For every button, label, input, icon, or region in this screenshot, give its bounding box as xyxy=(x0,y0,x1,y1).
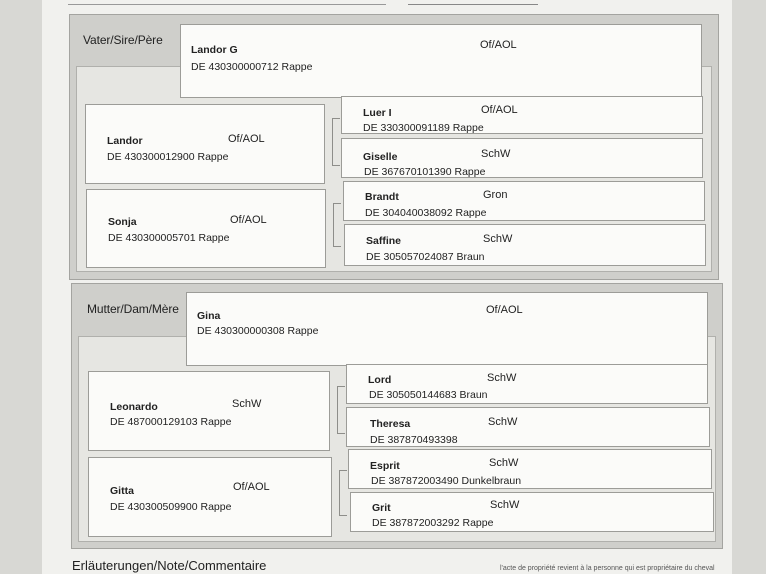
sire-ggs1-name: Luer I xyxy=(363,107,392,119)
sire-ggd1-name: Giselle xyxy=(363,151,398,163)
sire-ggd2-name: Saffine xyxy=(366,235,402,247)
sire-ggs2-name: Brandt xyxy=(365,191,399,203)
dam-granddam-studbook: Of/AOL xyxy=(233,481,270,493)
top-right-rule xyxy=(408,0,538,5)
sire-granddam-name: Sonja xyxy=(108,216,137,228)
dam-ggd1-studbook: SchW xyxy=(488,416,518,428)
connector xyxy=(333,203,334,247)
dam-ggd2-studbook: SchW xyxy=(490,499,520,511)
dam-ggd2-reg: DE 387872003292 Rappe xyxy=(372,517,494,529)
dam-grandsire-name: Leonardo xyxy=(110,401,158,413)
sire-studbook: Of/AOL xyxy=(480,39,517,51)
sire-grandsire-reg: DE 430300012900 Rappe xyxy=(107,151,229,163)
sire-ggd1-reg: DE 367670101390 Rappe xyxy=(364,166,486,178)
dam-ggs1-reg: DE 305050144683 Braun xyxy=(369,389,488,401)
connector xyxy=(339,470,340,516)
sire-ggd1-studbook: SchW xyxy=(481,148,511,160)
dam-section-heading: Mutter/Dam/Mère xyxy=(87,302,179,316)
sire-name: Landor G xyxy=(191,44,238,56)
dam-grandsire-reg: DE 487000129103 Rappe xyxy=(110,416,232,428)
dam-grandsire-studbook: SchW xyxy=(232,398,262,410)
dam-ggs2-name: Esprit xyxy=(370,460,400,472)
connector xyxy=(333,246,341,247)
sire-ggs2-studbook: Gron xyxy=(483,189,508,201)
top-rule xyxy=(68,4,386,5)
connector xyxy=(337,433,345,434)
sire-granddam-reg: DE 430300005701 Rappe xyxy=(108,232,230,244)
sire-ggd2-reg: DE 305057024087 Braun xyxy=(366,251,485,263)
dam-ggs1-studbook: SchW xyxy=(487,372,517,384)
connector xyxy=(337,386,338,434)
connector xyxy=(337,386,345,387)
sire-section-heading: Vater/Sire/Père xyxy=(83,33,163,47)
sire-ggd2-studbook: SchW xyxy=(483,233,513,245)
dam-ggs2-studbook: SchW xyxy=(489,457,519,469)
sire-granddam-box xyxy=(86,189,326,268)
connector xyxy=(332,118,333,166)
sire-ggs1-studbook: Of/AOL xyxy=(481,104,518,116)
connector xyxy=(339,515,347,516)
dam-ggd1-name: Theresa xyxy=(370,418,411,430)
dam-reg: DE 430300000308 Rappe xyxy=(197,325,319,337)
dam-name: Gina xyxy=(197,310,221,322)
dam-ggd1-reg: DE 387870493398 xyxy=(370,434,458,446)
sire-ggs1-reg: DE 330300091189 Rappe xyxy=(363,122,484,134)
connector xyxy=(339,470,347,471)
dam-ggs2-reg: DE 387872003490 Dunkelbraun xyxy=(371,475,522,487)
dam-studbook: Of/AOL xyxy=(486,304,523,316)
sire-ggs2-reg: DE 304040038092 Rappe xyxy=(365,207,487,219)
fine-print: l'acte de propriété revient à la personne qui est propriétaire du cheval xyxy=(500,565,715,572)
sire-grandsire-name: Landor xyxy=(107,135,143,147)
dam-granddam-box xyxy=(88,457,332,537)
sire-granddam-studbook: Of/AOL xyxy=(230,214,267,226)
connector xyxy=(332,165,340,166)
sire-grandsire-studbook: Of/AOL xyxy=(228,133,265,145)
dam-ggd2-name: Grit xyxy=(372,502,391,514)
dam-ggs1-name: Lord xyxy=(368,374,392,386)
dam-granddam-reg: DE 430300509900 Rappe xyxy=(110,501,232,513)
connector xyxy=(333,203,341,204)
dam-granddam-name: Gitta xyxy=(110,485,134,497)
connector xyxy=(332,118,340,119)
notes-heading: Erläuterungen/Note/Commentaire xyxy=(72,558,267,573)
sire-reg: DE 430300000712 Rappe xyxy=(191,61,313,73)
